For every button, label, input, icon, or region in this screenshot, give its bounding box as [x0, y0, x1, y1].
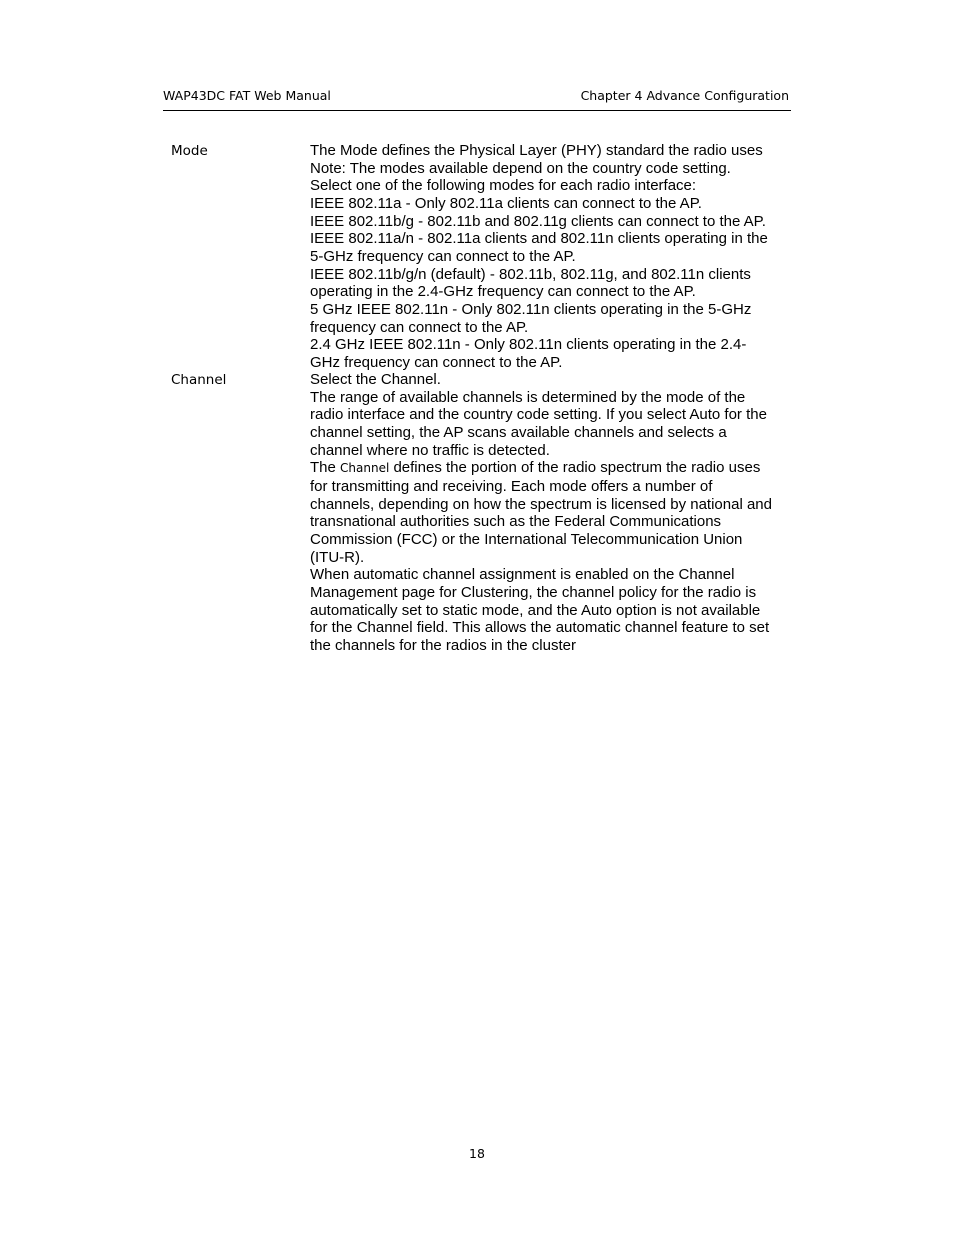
- chapter-title: Chapter 4 Advance Configuration: [580, 88, 789, 103]
- description-line: channel where no traffic is detected.: [310, 441, 550, 459]
- description-line: 5-GHz frequency can connect to the AP.: [310, 247, 576, 265]
- description-line: Select one of the following modes for each radio interface:: [310, 177, 697, 195]
- description-line: for the Channel field. This allows the automatic channel feature to set: [310, 619, 770, 637]
- description-line: operating in the 2.4-GHz frequency can connect to the AP.: [310, 283, 696, 301]
- description-line: IEEE 802.11a/n - 802.11a clients and 802.11n clients operating in the: [310, 230, 768, 248]
- text-fragment: defines the portion of the radio spectrum the radio uses: [389, 459, 761, 477]
- description-line: radio interface and the country code setting. If you select Auto for the: [310, 406, 767, 424]
- description-line: (ITU-R).: [310, 548, 365, 566]
- description-line: transnational authorities such as the Federal Communications: [310, 513, 722, 531]
- description-line: Commission (FCC) or the International Telecommunication Union: [310, 530, 743, 548]
- description-line: 2.4 GHz IEEE 802.11n - Only 802.11n clients operating in the 2.4-: [310, 336, 747, 354]
- description-line: channels, depending on how the spectrum is licensed by national and: [310, 495, 772, 513]
- manual-title: WAP43DC FAT Web Manual: [163, 88, 331, 103]
- channel-label: Channel: [171, 372, 227, 388]
- description-line: 5 GHz IEEE 802.11n - Only 802.11n clients operating in the 5-GHz: [310, 300, 752, 318]
- description-line: The Mode defines the Physical Layer (PHY) standard the radio uses: [310, 142, 763, 159]
- description-line: The range of available channels is determined by the mode of the: [310, 388, 746, 406]
- description-line: Management page for Clustering, the channel policy for the radio is: [310, 583, 757, 601]
- description-line: IEEE 802.11a - Only 802.11a clients can connect to the AP.: [310, 194, 702, 212]
- description-line: the channels for the radios in the cluster: [310, 636, 576, 654]
- page-number: 18: [469, 1146, 485, 1161]
- channel-description: [310, 371, 791, 655]
- description-line: IEEE 802.11b/g/n (default) - 802.11b, 802.11g, and 802.11n clients: [310, 265, 751, 283]
- description-line: IEEE 802.11b/g - 802.11b and 802.11g clients can connect to the AP.: [310, 212, 766, 230]
- text-fragment: The: [310, 459, 341, 477]
- description-line: When automatic channel assignment is enabled on the Channel: [310, 566, 735, 584]
- description-line: channel setting, the AP scans available channels and selects a: [310, 423, 727, 441]
- description-line: automatically set to static mode, and the Auto option is not available: [310, 601, 761, 619]
- description-line: Note: The modes available depend on the country code setting.: [310, 159, 731, 177]
- page-header: [163, 86, 791, 111]
- description-line: frequency can connect to the AP.: [310, 318, 529, 336]
- description-line: for transmitting and receiving. Each mode offers a number of: [310, 477, 713, 495]
- mode-description: [310, 142, 791, 372]
- channel-term: Channel: [340, 461, 390, 476]
- mode-label: Mode: [171, 143, 208, 159]
- description-line: GHz frequency can connect to the AP.: [310, 353, 563, 371]
- description-line: Select the Channel.: [310, 371, 441, 388]
- description-line-mixed: [310, 459, 791, 478]
